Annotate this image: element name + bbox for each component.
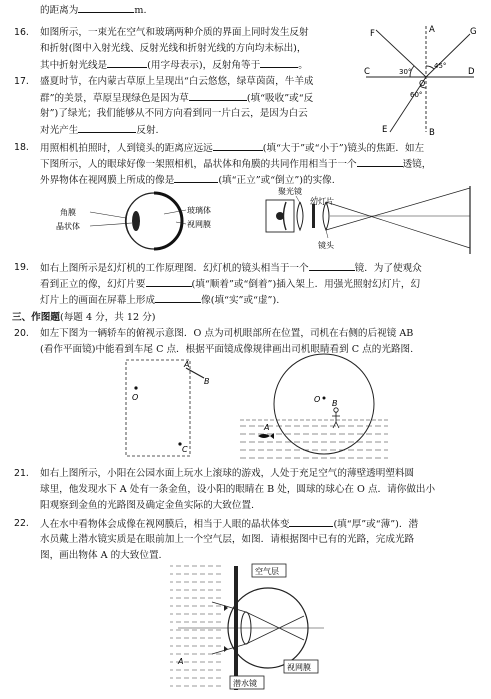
q21-line3: 阳观察到金鱼的光路图及确定金鱼实际的大致位置. [40, 500, 255, 511]
label-O: O [132, 393, 139, 402]
q17-line4: 对光产生 反射. [40, 122, 159, 138]
answer-blank[interactable] [260, 57, 298, 68]
angle-60-label: 60° [410, 91, 423, 99]
q17-line3: 射”)了绿光；我们能够从不同方向看到同一片白云，是因为白云 [40, 108, 308, 119]
label-lens: 晶状体 [56, 222, 80, 231]
refracted-ray-top [246, 612, 304, 640]
q16-line1: 如图所示，一束光在空气和玻璃两种介质的界面上同时发生反射 [40, 27, 309, 38]
question-number: 22. [14, 518, 29, 529]
label-retina: 视网膜 [287, 663, 311, 672]
refracted-ray-bottom [246, 616, 304, 644]
label-D: D [468, 67, 475, 77]
answer-blank[interactable] [78, 2, 134, 13]
angle-45-label: 45° [434, 62, 447, 70]
q18-line1: 用照相机拍照时，人到镜头的距离应远远 (填“大于”或“小于”)镜头的焦距．如左 [40, 140, 424, 156]
label-A: A [429, 25, 435, 35]
q22-line3: 图，画出物体 A 的大致位置. [40, 550, 162, 561]
label-cornea: 角膜 [60, 208, 76, 217]
question-number: 17. [14, 76, 29, 87]
condenser-lens [297, 202, 303, 230]
point-O [134, 386, 137, 389]
label-C: C [182, 445, 188, 454]
q20-line1: 如左下图为一辆轿车的俯视示意图．O 点为司机眼部所在位置，司机在右侧的后视镜 AB [40, 328, 414, 339]
answer-blank[interactable] [357, 156, 403, 167]
label-vitreous: 玻璃体 [187, 206, 211, 215]
q17-line1: 盛夏时节，在内蒙古草原上呈现出“白云悠悠，绿草茵茵，牛羊成 [40, 76, 314, 87]
car-outline [126, 360, 190, 456]
answer-blank[interactable] [309, 260, 355, 271]
q18-line2: 下图所示，人的眼球好像一架照相机，晶状体和角膜的共同作用相当于一个 透镜， [40, 156, 431, 172]
q17-line2: 群”的美景，草原呈现绿色是因为草 (填“吸收”或“反 [40, 90, 313, 106]
label-slide: 幻灯片 [310, 197, 334, 206]
label-E: E [382, 125, 388, 135]
lens [132, 211, 140, 231]
q16-line2: 和折射(图中入射光线、反射光线和折射光线的方向均未标出)， [40, 43, 307, 54]
label-O: O [419, 79, 426, 88]
question-number: 20. [14, 328, 29, 339]
slide [312, 204, 315, 228]
answer-blank[interactable] [155, 292, 201, 303]
car-mirror-figure [118, 358, 218, 460]
angle-30-label: 30° [399, 68, 412, 76]
label-projection-lens: 镜头 [318, 241, 334, 250]
label-O: O [314, 395, 321, 404]
label-G: G [470, 27, 477, 37]
q20-line2: (看作平面镜)中能看到车尾 C 点．根据平面镜成像规律画出司机眼睛看到 C 点的光路图. [40, 344, 414, 355]
question-number: 19. [14, 262, 29, 273]
label-F: F [370, 29, 375, 39]
water-region [170, 564, 224, 690]
q19-line3: 灯片上的画面在屏幕上形成 像(填“实”或“虚”). [40, 292, 279, 308]
question-number: 16. [14, 27, 29, 38]
answer-blank[interactable] [213, 140, 263, 151]
leader-line [296, 196, 300, 203]
label-B: B [429, 128, 435, 138]
ray-go [426, 34, 470, 77]
label-air-layer: 空气层 [255, 567, 279, 576]
question-number: 18. [14, 142, 29, 153]
projection-lens [323, 202, 329, 230]
q21-line1: 如右上图所示，小阳在公园水面上玩水上滚球的游戏，人处于充足空气的薄壁透明塑料圆 [40, 468, 415, 479]
projector-diagram [256, 186, 478, 258]
label-A: A [184, 360, 190, 369]
answer-blank[interactable] [146, 276, 192, 287]
q22-line2: 水员戴上潜水镜实质是在眼前加上一个空气层，如图．请根据图中已有的光路，完成光路 [40, 534, 415, 545]
refraction-figure [362, 22, 480, 138]
answer-blank[interactable] [289, 516, 333, 527]
q21-line2: 球里，他发现水下 A 处有一条金鱼，设小阳的眼睛在 B 处，圆球的球心在 O 点．请你做出小 [40, 484, 436, 495]
label-A: A [178, 657, 184, 666]
q19-line1: 如右上图所示是幻灯机的工作原理图．幻灯机的镜头相当于一个 镜．为了使观众 [40, 260, 422, 276]
question-number: 21. [14, 468, 29, 479]
label-C: C [364, 67, 370, 77]
mirror-AB [186, 368, 204, 378]
section-heading: 三、作图题(每题 4 分，共 12 分) [12, 312, 156, 323]
eye-diagram [56, 190, 216, 252]
label-B: B [332, 399, 338, 408]
plastic-ball [274, 354, 374, 454]
point-O [323, 397, 326, 400]
leader-line [90, 212, 126, 218]
answer-blank[interactable] [107, 57, 147, 68]
answer-blank[interactable] [174, 172, 218, 183]
q22-line1: 人在水中看物体会成像在视网膜后，相当于人眼的晶状体变 (填“厚”或“薄”)．潜 [40, 516, 418, 532]
label-A: A [264, 423, 270, 432]
q16-line3: 其中折射光线是 (用字母表示)，反射角等于 。 [40, 57, 308, 73]
water-ball-figure [236, 350, 392, 462]
q18-line3: 外界物体在视网膜上所成的像是 (填“正立”或“倒立”)的实像. [40, 172, 335, 188]
q15-tail: 的距离为 m. [40, 2, 147, 18]
answer-blank[interactable] [189, 90, 247, 101]
label-goggles: 潜水镜 [233, 679, 257, 688]
label-retina: 视网膜 [187, 220, 211, 229]
q19-line2: 看到正立的像，幻灯片要 (填“顺着”或“倒着”)插入架上．用强光照射幻灯片，幻 [40, 276, 420, 292]
label-B: B [204, 377, 210, 386]
leader-line [326, 230, 328, 238]
label-condenser: 聚光镜 [278, 187, 302, 196]
person-head [334, 408, 338, 412]
answer-blank[interactable] [78, 122, 136, 133]
diver-goggles-figure [168, 562, 328, 694]
reflector [284, 202, 287, 230]
angle-arc-45 [426, 66, 434, 69]
